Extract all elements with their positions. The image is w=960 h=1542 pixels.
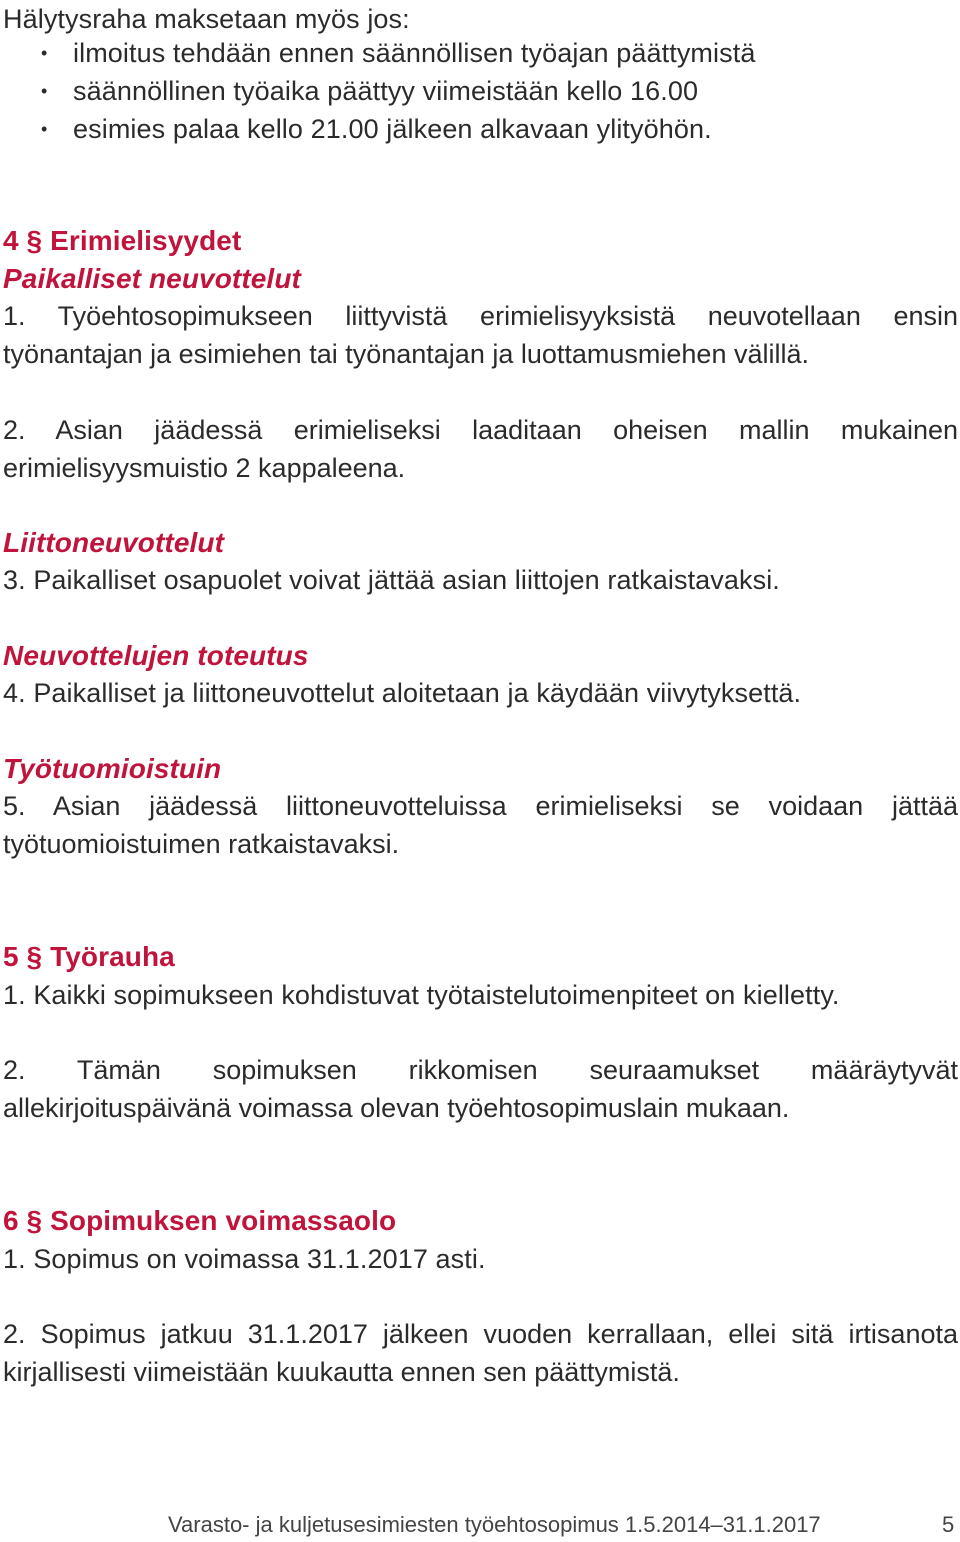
list-item: [3, 34, 755, 72]
intro-title: Hälytysraha maksetaan myös jos:: [3, 4, 410, 34]
subheading-local-negotiations: Paikalliset neuvottelut: [3, 263, 301, 294]
section-6-heading: 6 § Sopimuksen voimassaolo: [3, 1205, 397, 1236]
bullet-icon: •: [41, 81, 48, 101]
footer-text: Varasto- ja kuljetusesimiesten työehtosopimus 1.5.2014–31.1.2017: [168, 1512, 821, 1537]
section-4-heading: 4 § Erimielisyydet: [3, 225, 242, 256]
bullet-text: esimies palaa kello 21.00 jälkeen alkavaan ylityöhön.: [73, 114, 712, 144]
section-4-paragraph-4: 4. Paikalliset ja liittoneuvottelut aloitetaan ja käydään viivytyksettä.: [3, 678, 802, 708]
section-4-paragraph-2: 2. Asian jäädessä erimieliseksi laaditaan oheisen mallin mukainen erimielisyysmuistio 2 kappaleena.: [3, 415, 958, 483]
section-6-paragraph-2: 2. Sopimus jatkuu 31.1.2017 jälkeen vuoden kerrallaan, ellei sitä irtisanota kirjallisesti viimeistään kuukautta ennen sen päättymistä.: [3, 1319, 958, 1387]
section-4-paragraph-5: 5. Asian jäädessä liittoneuvotteluissa erimieliseksi se voidaan jättää työtuomioistuimen ratkaistavaksi.: [3, 791, 958, 859]
section-5-paragraph-2: 2. Tämän sopimuksen rikkomisen seuraamukset määräytyvät allekirjoituspäivänä voimassa olevan työehtosopimuslain mukaan.: [3, 1055, 958, 1123]
bullet-text: ilmoitus tehdään ennen säännöllisen työajan päättymistä: [73, 38, 756, 68]
list-item: [3, 72, 698, 110]
section-5-heading: 5 § Työrauha: [3, 941, 175, 972]
subheading-labour-court: Työtuomioistuin: [3, 753, 222, 784]
section-5-paragraph-1: 1. Kaikki sopimukseen kohdistuvat työtaistelutoimenpiteet on kielletty.: [3, 980, 840, 1010]
page-number: 5: [942, 1512, 955, 1537]
subheading-negotiation-execution: Neuvottelujen toteutus: [3, 640, 309, 671]
section-4-paragraph-3: 3. Paikalliset osapuolet voivat jättää asian liittojen ratkaistavaksi.: [3, 565, 780, 595]
section-4-paragraph-1: 1. Työehtosopimukseen liittyvistä erimielisyyksistä neuvotellaan ensin työnantajan ja esimiehen tai työnantajan ja luottamusmiehen välillä.: [3, 301, 958, 369]
bullet-text: säännöllinen työaika päättyy viimeistään kello 16.00: [73, 76, 699, 106]
bullet-icon: •: [41, 43, 48, 63]
list-item: [3, 110, 712, 148]
section-6-paragraph-1: 1. Sopimus on voimassa 31.1.2017 asti.: [3, 1244, 486, 1274]
bullet-icon: •: [41, 119, 48, 139]
subheading-union-negotiations: Liittoneuvottelut: [3, 527, 224, 558]
